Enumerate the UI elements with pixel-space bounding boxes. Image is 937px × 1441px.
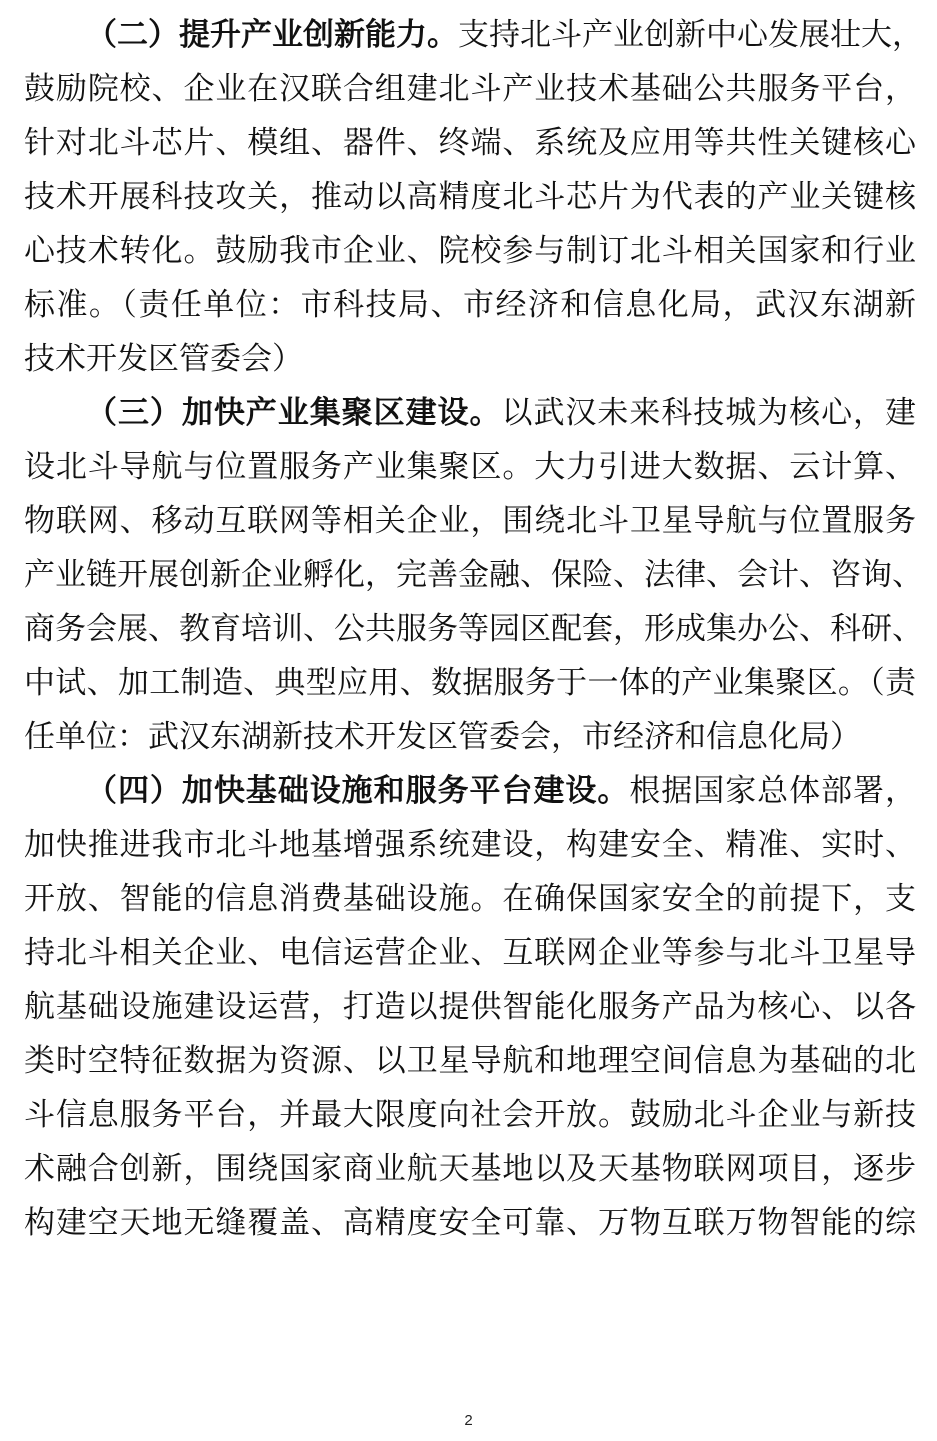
text-line: 技术开展科技攻关，推动以高精度北斗芯片为代表的产业关键核 [24,179,916,215]
text-line: 商务会展、教育培训、公共服务等园区配套，形成集办公、科研、 [24,611,923,647]
section-heading: （三）加快产业集聚区建设。 [86,395,502,431]
text-line: 构建空天地无缝覆盖、高精度安全可靠、万物互联万物智能的综 [24,1205,916,1241]
paragraph-infrastructure [24,764,916,1250]
paragraph-cluster [24,386,923,764]
text-line: 任单位：武汉东湖新技术开发区管委会，市经济和信息化局） [24,719,861,755]
text-line: 针对北斗芯片、模组、器件、终端、系统及应用等共性关键核心 [24,125,916,161]
page-number: 2 [464,1412,473,1429]
text-line: 持北斗相关企业、电信运营企业、互联网企业等参与北斗卫星导 [24,935,916,971]
text-line: 设北斗导航与位置服务产业集聚区。大力引进大数据、云计算、 [24,449,916,485]
section-heading: （二）提升产业创新能力。 [86,17,458,53]
text-line: 产业链开展创新企业孵化，完善金融、保险、法律、会计、咨询、 [24,557,923,593]
section-heading: （四）加快基础设施和服务平台建设。 [86,773,630,809]
text-line: 心技术转化。鼓励我市企业、院校参与制订北斗相关国家和行业 [24,233,916,269]
text-line: 斗信息服务平台，并最大限度向社会开放。鼓励北斗企业与新技 [24,1097,916,1133]
text-line: 航基础设施建设运营，打造以提供智能化服务产品为核心、以各 [24,989,916,1025]
text-line: 技术开发区管委会） [24,341,303,377]
text-line: 术融合创新，围绕国家商业航天基地以及天基物联网项目，逐步 [24,1151,916,1187]
paragraph-first-line: （二）提升产业创新能力。支持北斗产业创新中心发展壮大， [86,17,923,53]
text-line: 鼓励院校、企业在汉联合组建北斗产业技术基础公共服务平台， [24,71,916,107]
text-line: 物联网、移动互联网等相关企业，围绕北斗卫星导航与位置服务 [24,503,916,539]
text-line: 标准。（责任单位：市科技局、市经济和信息化局，武汉东湖新 [24,287,916,323]
text-line: 中试、加工制造、典型应用、数据服务于一体的产业集聚区。（责 [24,665,916,701]
document-body [24,8,923,1250]
text-line: 类时空特征数据为资源、以卫星导航和地理空间信息为基础的北 [24,1043,916,1079]
text-line: 加快推进我市北斗地基增强系统建设，构建安全、精准、实时、 [24,827,916,863]
paragraph-first-line: （四）加快基础设施和服务平台建设。根据国家总体部署， [86,773,917,809]
paragraph-first-line: （三）加快产业集聚区建设。以武汉未来科技城为核心，建 [86,395,917,431]
text-line: 开放、智能的信息消费基础设施。在确保国家安全的前提下，支 [24,881,916,917]
paragraph-innovation [24,8,923,386]
